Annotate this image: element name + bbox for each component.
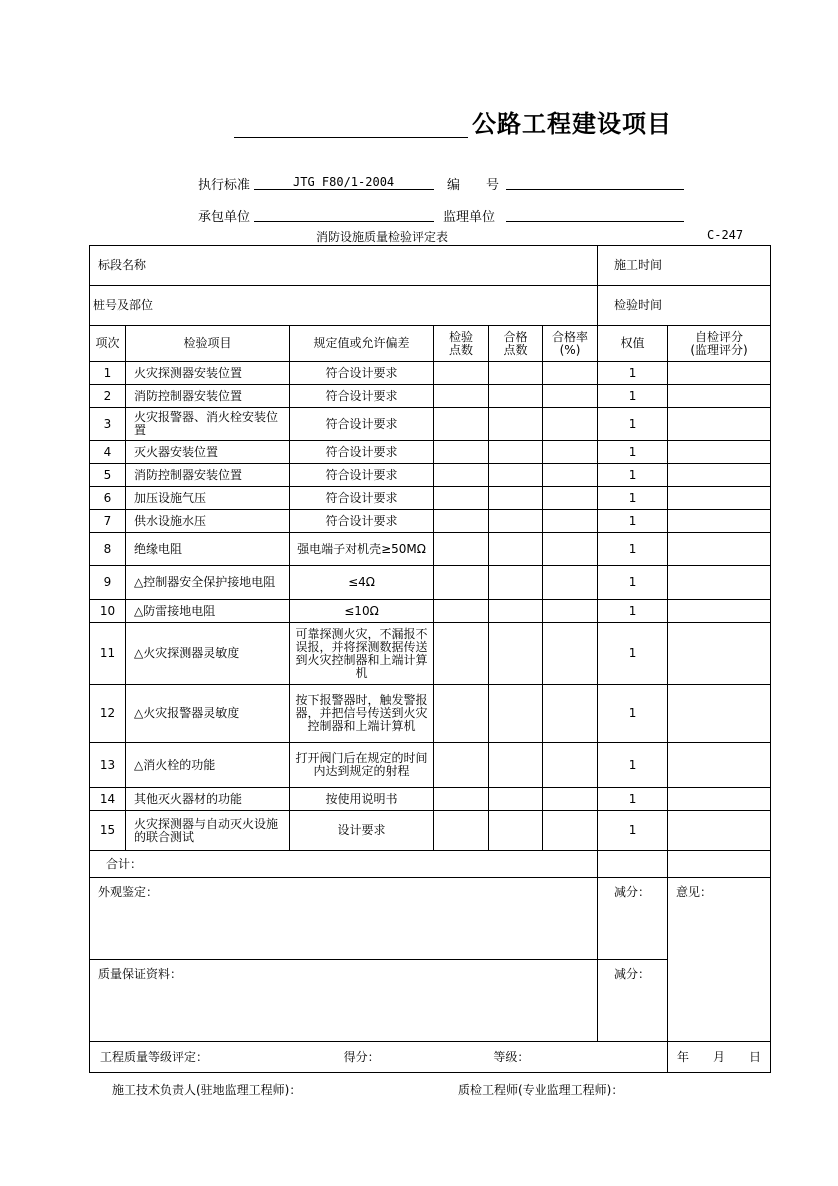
deduct-label-2: 减分： <box>598 960 668 1042</box>
row-points <box>434 385 489 408</box>
row-spec: 可靠探测火灾，不漏报不误报，并将探测数据传送到火灾控制器和上端计算机 <box>290 623 434 685</box>
row-pass <box>489 685 543 743</box>
row-pass <box>489 533 543 566</box>
header-score-line1: 自检评分 <box>695 329 744 344</box>
row-pass <box>489 408 543 441</box>
row-rate <box>543 385 598 408</box>
row-weight: 1 <box>598 408 668 441</box>
row-score <box>668 362 771 385</box>
number-underline <box>506 189 684 190</box>
row-pass <box>489 600 543 623</box>
quality-docs-label: 质量保证资料： <box>90 960 598 1042</box>
header-pass <box>489 326 543 362</box>
row-points <box>434 600 489 623</box>
tech-lead-signature: 施工技术负责人(驻地监理工程师)： <box>112 1083 302 1097</box>
row-item: 消防控制器安装位置 <box>126 385 290 408</box>
row-points <box>434 685 489 743</box>
contractor-label: 承包单位 <box>198 210 251 225</box>
row-spec: ≤10Ω <box>290 600 434 623</box>
appearance-label: 外观鉴定： <box>90 878 598 960</box>
header-pass-line2: 点数 <box>503 342 528 357</box>
header-points <box>434 326 489 362</box>
row-points <box>434 464 489 487</box>
row-rate <box>543 685 598 743</box>
grade-eval-cell <box>90 1042 668 1073</box>
row-points <box>434 362 489 385</box>
grade-eval-label: 工程质量等级评定： <box>100 1049 209 1064</box>
row-pass <box>489 385 543 408</box>
row-points <box>434 510 489 533</box>
row-no: 5 <box>90 464 126 487</box>
row-item: 加压设施气压 <box>126 487 290 510</box>
row-score <box>668 811 771 851</box>
header-rate <box>543 326 598 362</box>
table-row <box>90 811 771 851</box>
row-weight: 1 <box>598 623 668 685</box>
table-row <box>90 600 771 623</box>
row-item: 火灾探测器安装位置 <box>126 362 290 385</box>
inspection-rows <box>90 362 771 851</box>
row-score <box>668 408 771 441</box>
station-part-label: 桩号及部位 <box>90 286 598 326</box>
grade-label: 等级： <box>493 1049 530 1064</box>
header-score <box>668 326 771 362</box>
table-row <box>90 743 771 788</box>
table-row <box>90 441 771 464</box>
row-no: 8 <box>90 533 126 566</box>
row-rate <box>543 811 598 851</box>
row-no: 13 <box>90 743 126 788</box>
row-pass <box>489 623 543 685</box>
row-no: 3 <box>90 408 126 441</box>
header-points-line1: 检验 <box>448 329 473 344</box>
table-row <box>90 566 771 600</box>
row-weight: 1 <box>598 743 668 788</box>
row-pass <box>489 743 543 788</box>
header-points-line2: 点数 <box>448 342 473 357</box>
row-no: 1 <box>90 362 126 385</box>
row-item: 消防控制器安装位置 <box>126 464 290 487</box>
form-title: 消防设施质量检验评定表 <box>316 230 449 244</box>
row-spec: 符合设计要求 <box>290 362 434 385</box>
table-row <box>90 788 771 811</box>
row-score <box>668 600 771 623</box>
construction-time-label: 施工时间 <box>598 246 771 286</box>
supervisor-label: 监理单位 <box>443 210 496 225</box>
header-spec: 规定值或允许偏差 <box>290 326 434 362</box>
row-pass <box>489 788 543 811</box>
exec-std-label: 执行标准 <box>198 178 251 193</box>
header-rate-line2: (%) <box>559 342 581 357</box>
table-row <box>90 510 771 533</box>
row-item: △控制器安全保护接地电阻 <box>126 566 290 600</box>
row-points <box>434 743 489 788</box>
row-no: 14 <box>90 788 126 811</box>
row-no: 11 <box>90 623 126 685</box>
row-no: 9 <box>90 566 126 600</box>
supervisor-underline <box>506 221 684 222</box>
row-spec: 符合设计要求 <box>290 510 434 533</box>
table-row <box>90 623 771 685</box>
row-score <box>668 743 771 788</box>
row-pass <box>489 441 543 464</box>
row-item: 灭火器安装位置 <box>126 441 290 464</box>
row-score <box>668 685 771 743</box>
table-row <box>90 487 771 510</box>
opinion-label: 意见： <box>668 878 771 1042</box>
contractor-underline <box>254 221 434 222</box>
row-weight: 1 <box>598 788 668 811</box>
table-row <box>90 408 771 441</box>
row-pass <box>489 566 543 600</box>
form-code: C-247 <box>707 228 744 242</box>
row-item: △火灾报警器灵敏度 <box>126 685 290 743</box>
row-weight: 1 <box>598 600 668 623</box>
row-score <box>668 464 771 487</box>
row-weight: 1 <box>598 566 668 600</box>
row-spec: 符合设计要求 <box>290 464 434 487</box>
row-points <box>434 408 489 441</box>
row-weight: 1 <box>598 510 668 533</box>
row-weight: 1 <box>598 441 668 464</box>
table-row <box>90 685 771 743</box>
row-score <box>668 566 771 600</box>
row-score <box>668 788 771 811</box>
row-points <box>434 441 489 464</box>
row-score <box>668 533 771 566</box>
row-spec: 符合设计要求 <box>290 487 434 510</box>
row-spec: 按下报警器时，触发警报器，并把信号传送到火灾控制器和上端计算机 <box>290 685 434 743</box>
row-rate <box>543 408 598 441</box>
date-label: 年 月 日 <box>668 1042 771 1073</box>
row-rate <box>543 362 598 385</box>
table-row <box>90 464 771 487</box>
row-points <box>434 788 489 811</box>
row-score <box>668 441 771 464</box>
row-spec: 强电端子对机壳≥50MΩ <box>290 533 434 566</box>
row-points <box>434 566 489 600</box>
row-spec: ≤4Ω <box>290 566 434 600</box>
row-weight: 1 <box>598 685 668 743</box>
row-item: △消火栓的功能 <box>126 743 290 788</box>
row-weight: 1 <box>598 385 668 408</box>
inspection-table <box>89 245 771 1073</box>
score-label: 得分： <box>343 1049 380 1064</box>
row-rate <box>543 510 598 533</box>
row-points <box>434 487 489 510</box>
row-no: 2 <box>90 385 126 408</box>
row-rate <box>543 441 598 464</box>
row-spec: 设计要求 <box>290 811 434 851</box>
table-row <box>90 385 771 408</box>
row-weight: 1 <box>598 487 668 510</box>
header-pass-line1: 合格 <box>503 329 528 344</box>
row-spec: 打开阀门后在规定的时间内达到规定的射程 <box>290 743 434 788</box>
header-weight: 权值 <box>598 326 668 362</box>
row-score <box>668 510 771 533</box>
total-label: 合计： <box>90 851 598 878</box>
table-row <box>90 533 771 566</box>
row-spec: 符合设计要求 <box>290 385 434 408</box>
table-row <box>90 362 771 385</box>
row-rate <box>543 788 598 811</box>
row-rate <box>543 600 598 623</box>
qc-engineer-signature: 质检工程师(专业监理工程师)： <box>458 1083 624 1097</box>
row-weight: 1 <box>598 811 668 851</box>
row-item: 绝缘电阻 <box>126 533 290 566</box>
deduct-label-1: 减分： <box>598 878 668 960</box>
total-weight-cell <box>598 851 668 878</box>
row-points <box>434 811 489 851</box>
row-item: 火灾探测器与自动灭火设施的联合测试 <box>126 811 290 851</box>
row-pass <box>489 811 543 851</box>
row-score <box>668 623 771 685</box>
row-item: △防雷接地电阻 <box>126 600 290 623</box>
row-spec: 符合设计要求 <box>290 441 434 464</box>
row-weight: 1 <box>598 362 668 385</box>
row-no: 15 <box>90 811 126 851</box>
row-pass <box>489 464 543 487</box>
row-no: 4 <box>90 441 126 464</box>
row-score <box>668 487 771 510</box>
row-rate <box>543 566 598 600</box>
row-rate <box>543 487 598 510</box>
total-score-cell <box>668 851 771 878</box>
row-rate <box>543 533 598 566</box>
row-pass <box>489 510 543 533</box>
exec-std-value: JTG F80/1-2004 <box>293 175 395 189</box>
header-item: 检验项目 <box>126 326 290 362</box>
exec-std-underline <box>254 189 434 190</box>
row-no: 6 <box>90 487 126 510</box>
row-item: △火灾探测器灵敏度 <box>126 623 290 685</box>
section-name-label: 标段名称 <box>90 246 598 286</box>
row-item: 其他灭火器材的功能 <box>126 788 290 811</box>
row-score <box>668 385 771 408</box>
row-pass <box>489 362 543 385</box>
row-rate <box>543 464 598 487</box>
row-item: 火灾报警器、消火栓安装位置 <box>126 408 290 441</box>
row-rate <box>543 743 598 788</box>
row-spec: 符合设计要求 <box>290 408 434 441</box>
row-points <box>434 533 489 566</box>
row-no: 12 <box>90 685 126 743</box>
row-rate <box>543 623 598 685</box>
number-label: 编 号 <box>447 178 500 193</box>
inspection-time-label: 检验时间 <box>598 286 771 326</box>
row-points <box>434 623 489 685</box>
header-rate-line1: 合格率 <box>552 329 589 344</box>
row-no: 10 <box>90 600 126 623</box>
project-name-blank <box>234 137 468 138</box>
row-no: 7 <box>90 510 126 533</box>
page-title: 公路工程建设项目 <box>472 110 672 138</box>
row-weight: 1 <box>598 533 668 566</box>
row-pass <box>489 487 543 510</box>
header-score-line2: (监理评分) <box>690 342 748 357</box>
header-no: 项次 <box>90 326 126 362</box>
row-weight: 1 <box>598 464 668 487</box>
row-item: 供水设施水压 <box>126 510 290 533</box>
row-spec: 按使用说明书 <box>290 788 434 811</box>
